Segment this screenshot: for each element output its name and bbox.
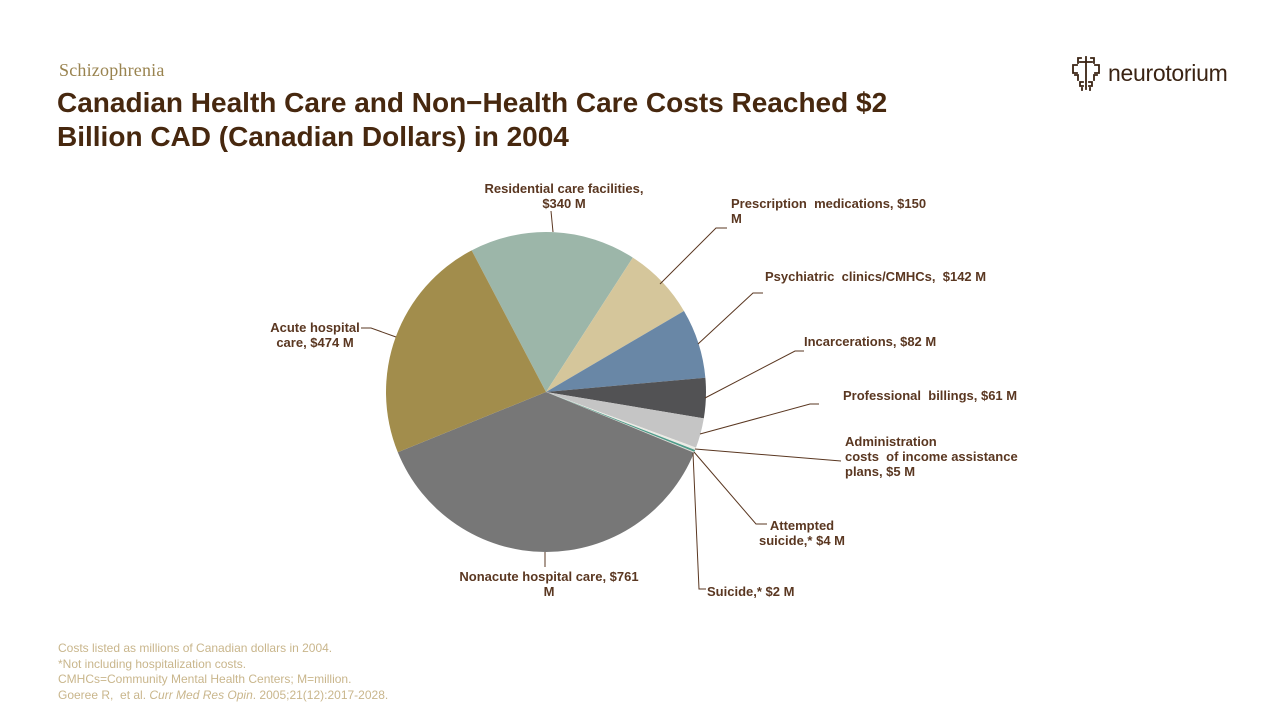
slide-title-line2: Billion CAD (Canadian Dollars) in 2004 bbox=[57, 121, 569, 152]
footnote-costs: Costs listed as millions of Canadian dollars in 2004. bbox=[58, 641, 333, 655]
eyebrow-disease-label: Schizophrenia bbox=[59, 60, 165, 80]
pie-label-line: Prescription medications, $150 bbox=[731, 196, 927, 211]
leader-line-suicide bbox=[693, 453, 706, 589]
footnote-hospitalization: *Not including hospitalization costs. bbox=[58, 656, 247, 671]
leader-line-incarcerations bbox=[705, 351, 804, 398]
pie-label-line: Suicide,* $2 M bbox=[707, 584, 795, 599]
pie-label-psychiatric-clinics-cmhcs bbox=[765, 269, 986, 284]
leader-line-attempted-suicide bbox=[694, 452, 767, 524]
pie-label-suicide bbox=[707, 584, 794, 599]
pie-label-nonacute-hospital-care bbox=[459, 569, 638, 599]
pie-label-line: plans, $5 M bbox=[845, 464, 916, 479]
leader-line-acute-hospital-care bbox=[361, 328, 396, 337]
pie-label-line: costs of income assistance bbox=[845, 449, 1018, 464]
pie-label-professional-billings bbox=[843, 388, 1017, 403]
pie-label-line: $340 M bbox=[542, 196, 586, 211]
pie-label-line: suicide,* $4 M bbox=[759, 533, 845, 548]
pie-label-line: Professional billings, $61 M bbox=[843, 388, 1018, 403]
logo-wordmark: neurotorium bbox=[1108, 59, 1228, 86]
pie-label-line: Attempted bbox=[769, 518, 835, 533]
leader-line-administration-costs-of-income-assistance-plans bbox=[695, 449, 841, 461]
leader-line-residential-care-facilities bbox=[551, 211, 553, 232]
footnotes bbox=[58, 641, 388, 703]
pie-label-line: Nonacute hospital care, $761 bbox=[459, 569, 639, 584]
pie-label-line: Residential care facilities, bbox=[484, 181, 644, 196]
pie-label-line: M bbox=[543, 584, 555, 599]
pie-label-prescription-medications bbox=[731, 196, 926, 226]
leader-line-psychiatric-clinics-cmhcs bbox=[698, 293, 763, 344]
pie-label-line: Administration bbox=[845, 434, 937, 449]
footnote-reference: Goeree R, et al. Curr Med Res Opin. 2005;21(12):2017-2028. bbox=[58, 687, 389, 702]
pie-label-line: Acute hospital bbox=[270, 320, 360, 335]
pie-label-administration-costs-of-income-assistance-plans bbox=[845, 434, 1018, 479]
pie-label-acute-hospital-care bbox=[270, 320, 360, 350]
pie-label-incarcerations bbox=[804, 334, 936, 349]
leader-line-professional-billings bbox=[700, 404, 819, 434]
pie-label-attempted-suicide bbox=[759, 518, 845, 548]
slide-title-line1: Canadian Health Care and Non−Health Care Costs Reached $2 bbox=[57, 87, 888, 118]
pie-label-residential-care-facilities bbox=[485, 181, 644, 211]
pie-label-line: care, $474 M bbox=[276, 335, 354, 350]
footnote-abbreviations: CMHCs=Community Mental Health Centers; M=million. bbox=[58, 672, 352, 686]
pie-label-line: M bbox=[731, 211, 742, 226]
leader-line-prescription-medications bbox=[660, 228, 727, 284]
pie-label-line: Psychiatric clinics/CMHCs, $142 M bbox=[765, 269, 987, 284]
pie-label-line: Incarcerations, $82 M bbox=[804, 334, 937, 349]
